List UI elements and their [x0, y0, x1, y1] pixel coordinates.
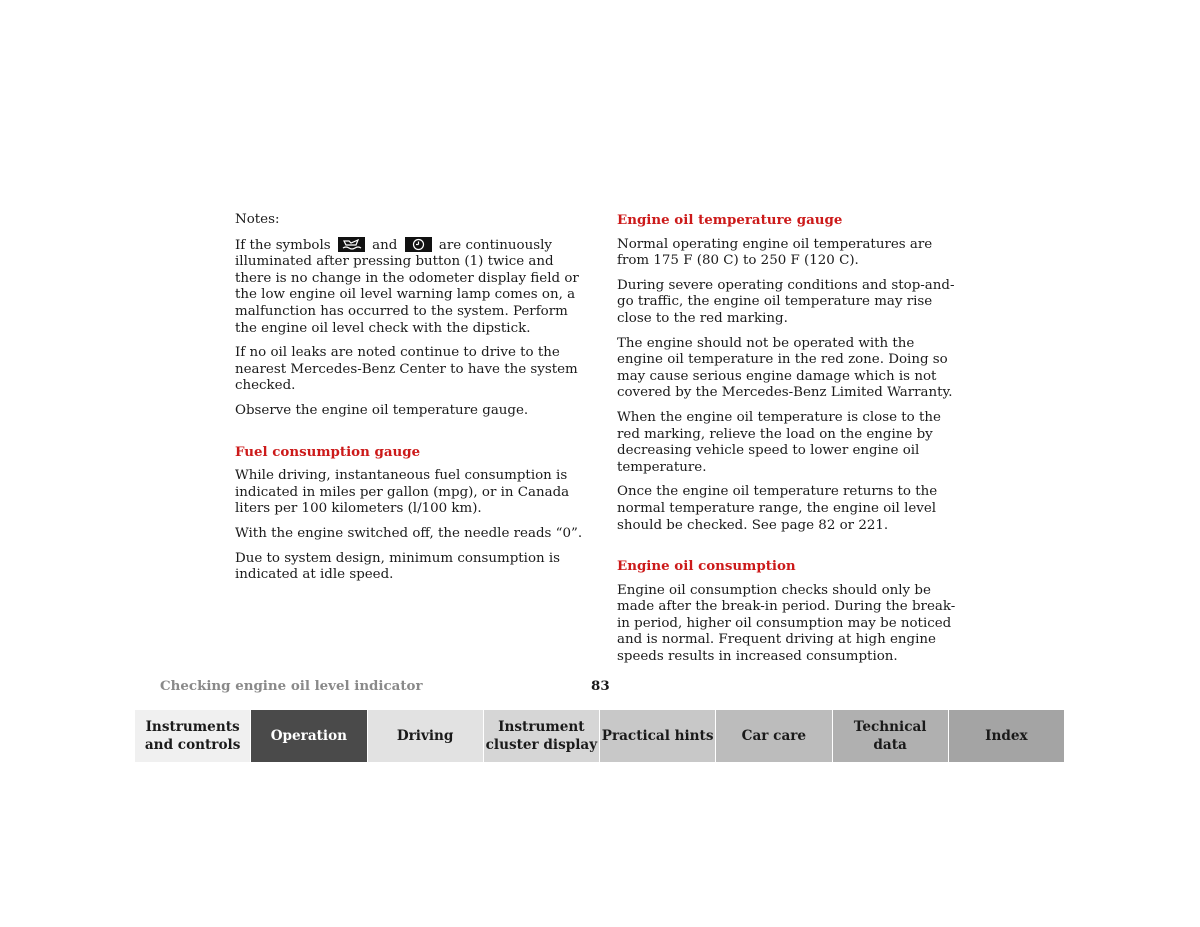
tab-car-care[interactable]: Car care	[716, 710, 832, 762]
tab-operation[interactable]: Operation	[251, 710, 367, 762]
right-column	[617, 212, 962, 674]
tab-driving[interactable]: Driving	[368, 710, 484, 762]
oil-consumption-heading: Engine oil consumption	[617, 558, 796, 575]
notes-paragraph-2: If no oil leaks are noted continue to drive to the nearest Mercedes-Benz Center to have the system checked.	[235, 345, 578, 394]
footer-section-title: Checking engine oil level indicator	[160, 678, 423, 694]
notes-paragraph-3: Observe the engine oil temperature gauge.	[235, 402, 529, 418]
p1-rest: are continuously illuminated after pressing button (1) twice and there is no change in the odometer display field or the low engine oil level warning lamp comes on, a malfunction has occurred to the system. Perform the engine oil level check with the dipstick.	[235, 237, 579, 336]
fuel-paragraph-1: While driving, instantaneous fuel consumption is indicated in miles per gallon (mpg), or in Canada liters per 100 kilometers (l/100 km).	[235, 468, 570, 517]
left-column	[235, 212, 585, 592]
temp-paragraph-2: During severe operating conditions and stop-and-go traffic, the engine oil temperature may rise close to the red marking.	[617, 277, 955, 326]
fuel-consumption-heading: Fuel consumption gauge	[235, 443, 421, 460]
oil-temperature-heading: Engine oil temperature gauge	[617, 212, 843, 228]
temp-paragraph-4: When the engine oil temperature is close to the red marking, relieve the load on the engine by decreasing vehicle speed to lower engine oil temperature.	[617, 409, 941, 475]
fuel-paragraph-3: Due to system design, minimum consumption is indicated at idle speed.	[235, 550, 561, 583]
tab-practical-hints[interactable]: Practical hints	[600, 710, 716, 762]
tab-instruments-and-controls[interactable]: Instruments and controls	[135, 710, 251, 762]
p1-and: and	[372, 237, 398, 253]
tab-index[interactable]: Index	[949, 710, 1064, 762]
notes-label: Notes:	[235, 212, 280, 227]
temp-paragraph-1: Normal operating engine oil temperatures are from 175 F (80 C) to 250 F (120 C).	[617, 236, 933, 269]
tab-technical-data[interactable]: Technical data	[833, 710, 949, 762]
clock-icon	[405, 237, 432, 252]
p1-start: If the symbols	[235, 237, 331, 253]
tab-instrument-cluster-display[interactable]: Instrument cluster display	[484, 710, 600, 762]
page-number: 83	[591, 678, 610, 694]
fuel-paragraph-2: With the engine switched off, the needle reads “0”.	[235, 525, 583, 541]
oil-level-icon	[338, 237, 365, 252]
temp-paragraph-3: The engine should not be operated with the engine oil temperature in the red zone. Doing so may cause serious engine damage which is not covered by the Mercedes-Benz Limited Warranty.	[617, 335, 953, 401]
temp-paragraph-5: Once the engine oil temperature returns to the normal temperature range, the engine oil level should be checked. See page 82 or 221.	[617, 484, 938, 533]
section-tabs	[135, 710, 1064, 762]
consumption-paragraph-1: Engine oil consumption checks should only be made after the break-in period. During the break-in period, higher oil consumption may be noticed and is normal. Frequent driving at high engine speeds results in increased consumption.	[617, 582, 956, 665]
notes-paragraph-symbols	[235, 237, 585, 338]
